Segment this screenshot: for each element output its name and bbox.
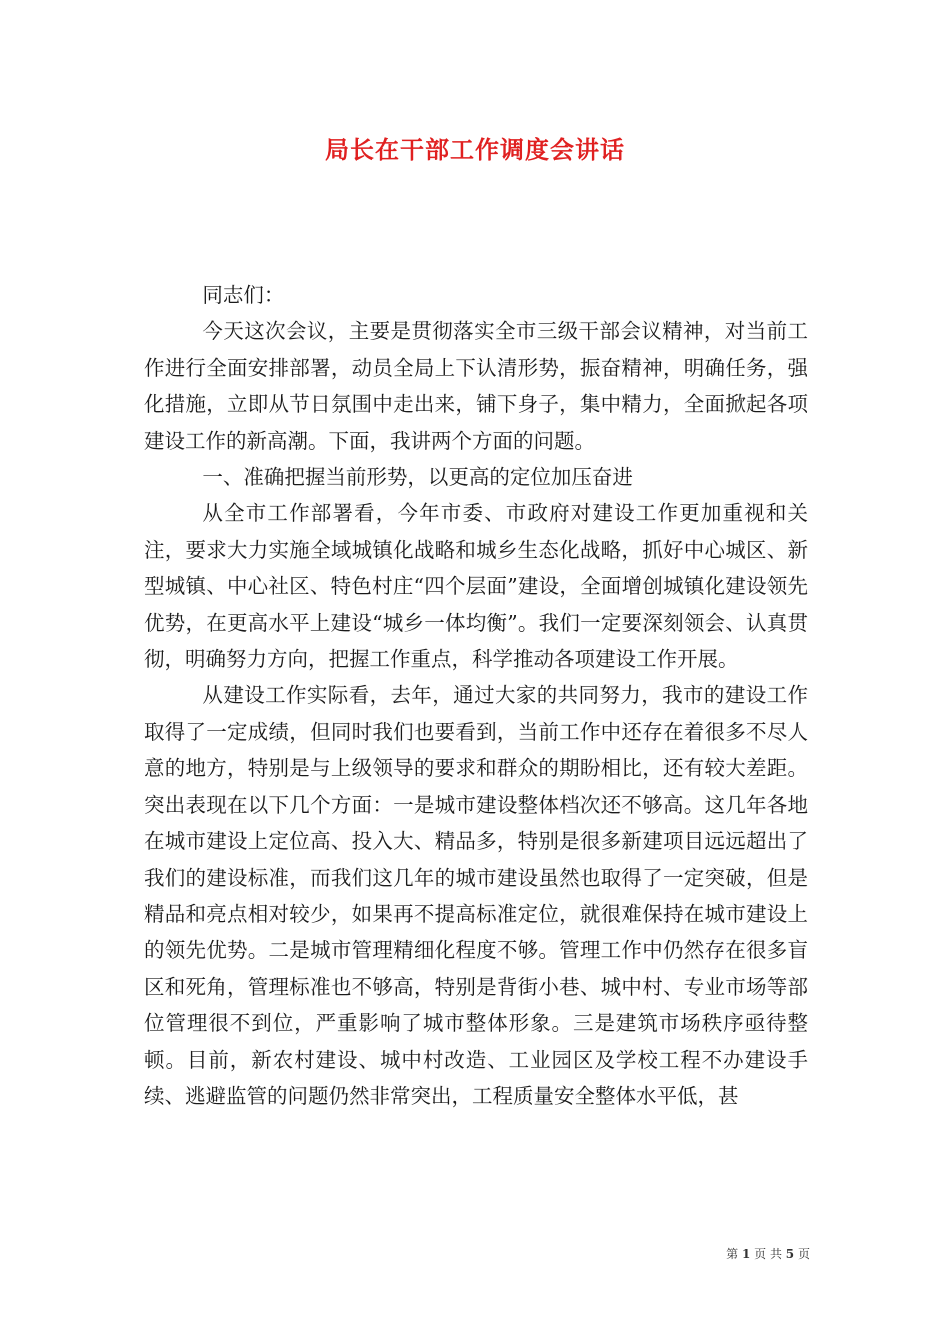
footer-prefix: 第 (726, 1247, 739, 1261)
current-page-number: 1 (741, 1247, 751, 1261)
total-pages-number: 5 (785, 1247, 795, 1261)
page-number-footer (700, 1245, 810, 1262)
body-paragraph: 从建设工作实际看，去年，通过大家的共同努力，我市的建设工作取得了一定成绩，但同时我们也要看到，当前工作中还存在着很多不尽人意的地方，特别是与上级领导的要求和群众的期盼相比，还有较大差距。突出表现在以下几个方面：一是城市建设整体档次还不够高。这几年各地在城市建设上定位高、投入大、精品多，特别是很多新建项目远远超出了我们的建设标准，而我们这几年的城市建设虽然也取得了一定突破，但是精品和亮点相对较少，如果再不提高标准定位，就很难保持在城市建设上的领先优势。二是城市管理精细化程度不够。管理工作中仍然存在很多盲区和死角，管理标准也不够高，特别是背街小巷、城中村、专业市场等部位管理很不到位，严重影响了城市整体形象。三是建筑市场秩序亟待整顿。目前，新农村建设、城中村改造、工业园区及学校工程不办建设手续、逃避监管的问题仍然非常突出，工程质量安全整体水平低，甚 (144, 683, 808, 1108)
footer-suffix: 页 (797, 1247, 810, 1261)
salutation-paragraph: 同志们： (202, 283, 285, 307)
document-body (144, 277, 808, 1114)
footer-middle: 页 共 (754, 1247, 782, 1261)
body-paragraph: 从全市工作部署看，今年市委、市政府对建设工作更加重视和关注，要求大力实施全域城镇化战略和城乡生态化战略，抓好中心城区、新型城镇、中心社区、特色村庄“四个层面”建设，全面增创城镇化建设领先优势，在更高水平上建设“城乡一体均衡”。我们一定要深刻领会、认真贯彻，明确努力方向，把握工作重点，科学推动各项建设工作开展。 (144, 501, 808, 672)
document-title: 局长在干部工作调度会讲话 (325, 135, 625, 164)
section-heading: 一、准确把握当前形势，以更高的定位加压奋进 (202, 465, 633, 490)
intro-paragraph: 今天这次会议，主要是贯彻落实全市三级干部会议精神，对当前工作进行全面安排部署，动员全局上下认清形势，振奋精神，明确任务，强化措施，立即从节日氛围中走出来，铺下身子，集中精力，全面掀起各项建设工作的新高潮。下面，我讲两个方面的问题。 (144, 319, 808, 453)
